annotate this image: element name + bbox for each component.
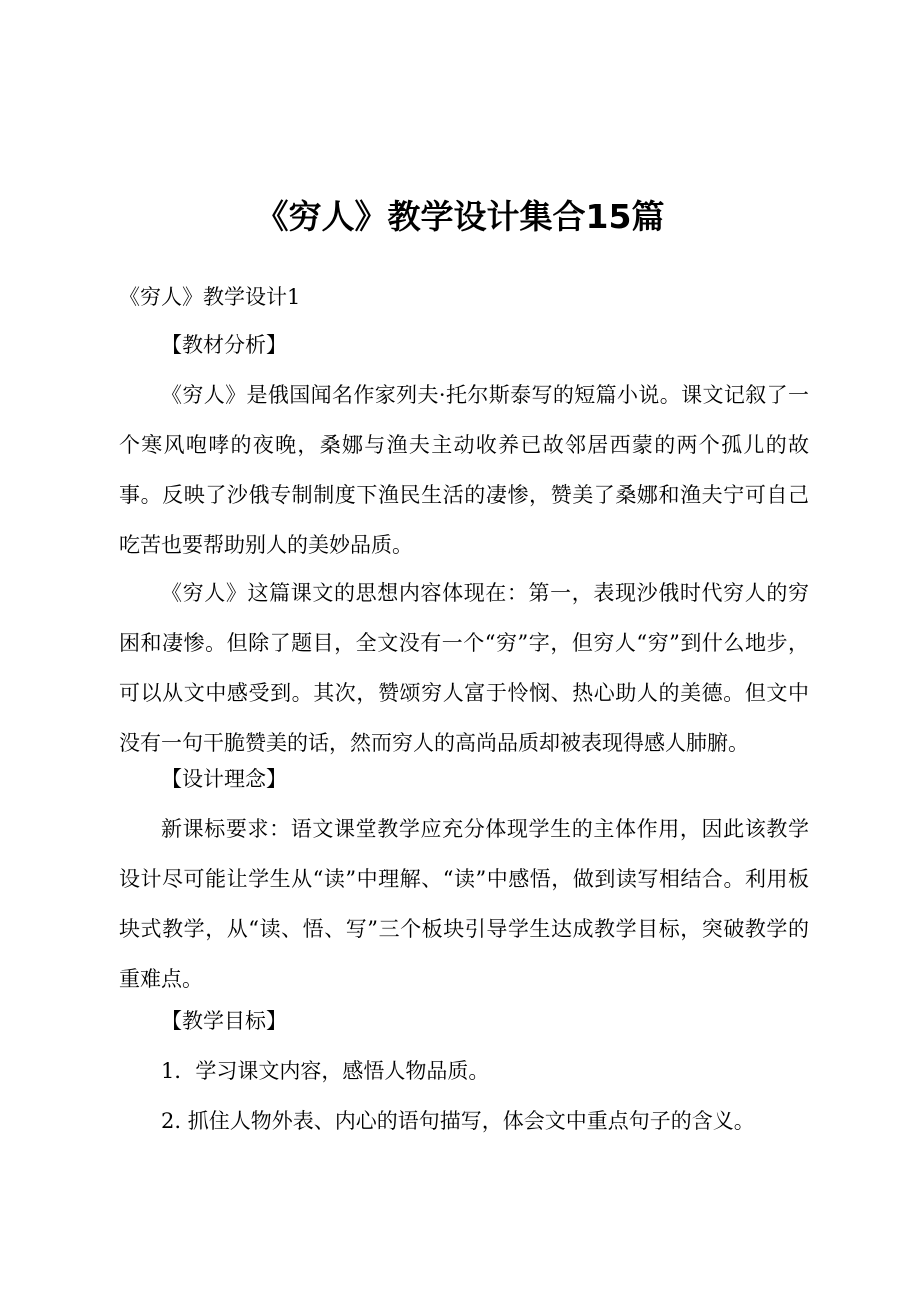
paragraph-design-concept: 新课标要求：语文课堂教学应充分体现学生的主体作用，因此该教学设计尽可能让学生从“读”中理解、“读”中感悟，做到读写相结合。利用板块式教学，从“读、悟、写”三个板块引导学生达成教学目标，突破教学的重难点。 <box>119 817 809 991</box>
goal-item-1: 1．学习课文内容，感悟人物品质。 <box>161 1059 490 1083</box>
goal-item-2: 2. 抓住人物外表、内心的语句描写，体会文中重点句子的含义。 <box>161 1109 755 1133</box>
heading-teaching-goals: 【教学目标】 <box>161 1009 287 1033</box>
document-title: 《穷人》教学设计集合15篇 <box>255 197 665 236</box>
paragraph-material-1: 《穷人》是俄国闻名作家列夫·托尔斯泰写的短篇小说。课文记叙了一个寒风咆哮的夜晚，桑娜与渔夫主动收养已故邻居西蒙的两个孤儿的故事。反映了沙俄专制制度下渔民生活的凄惨，赞美了桑娜和渔夫宁可自己吃苦也要帮助别人的美妙品质。 <box>119 383 809 557</box>
heading-design-concept: 【设计理念】 <box>161 767 287 791</box>
heading-material-analysis: 【教材分析】 <box>161 333 287 357</box>
paragraph-material-2: 《穷人》这篇课文的思想内容体现在：第一，表现沙俄时代穷人的穷困和凄惨。但除了题目，全文没有一个“穷”字，但穷人“穷”到什么地步，可以从文中感受到。其次，赞颂穷人富于怜悯、热心助人的美德。但文中没有一句干脆赞美的话，然而穷人的高尚品质却被表现得感人肺腑。 <box>119 581 809 755</box>
section-subtitle: 《穷人》教学设计1 <box>119 285 301 309</box>
